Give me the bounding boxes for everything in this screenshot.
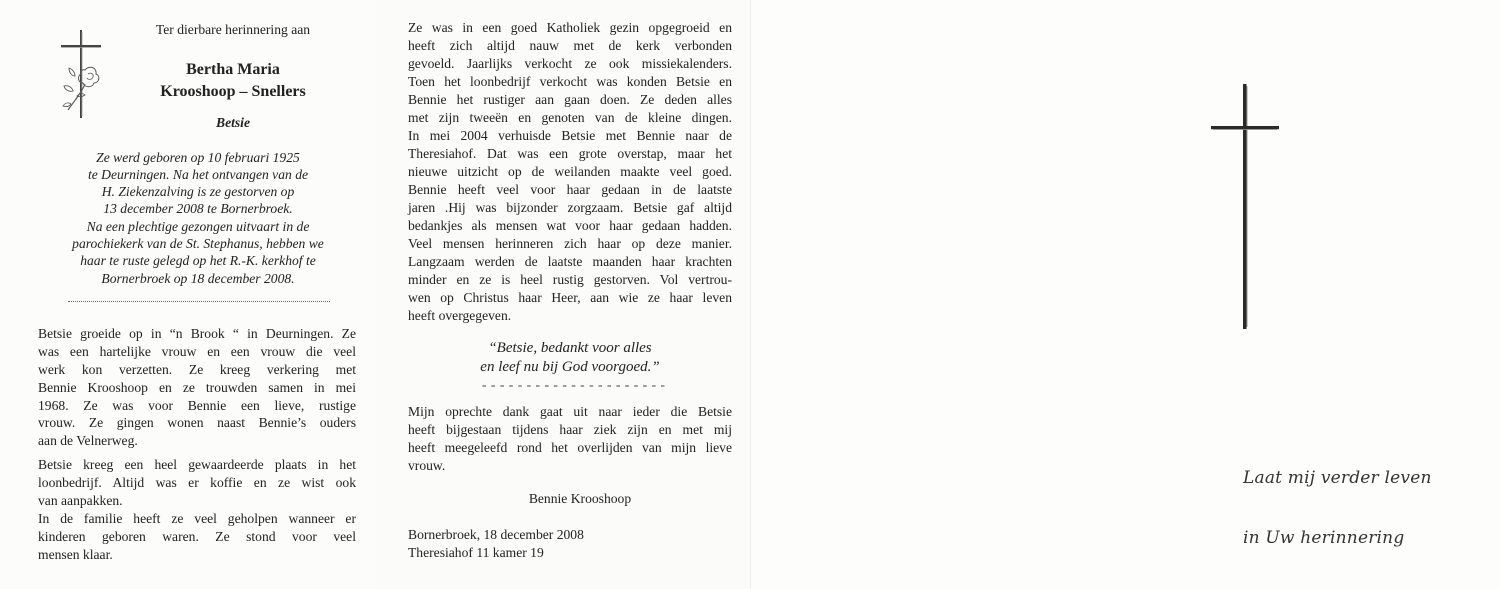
farewell-quote-line: “Betsie, bedankt voor alles <box>488 340 652 356</box>
body-line: mensen klaar. <box>38 547 113 562</box>
body-line: jaren .Hij was bijzonder zorgzaam. Betsie gaf altijd <box>408 200 732 215</box>
latin-cross-icon <box>1209 82 1281 332</box>
deceased-surname: Krooshoop – Snellers <box>160 83 306 100</box>
body-line: Betsie groeide op in “n Brook “ in Deurningen. Ze <box>38 326 356 341</box>
body-line: Theresiahof. Dat was een grote overstap, maar het <box>408 146 732 161</box>
life-summary-line: 13 december 2008 te Bornerbroek. <box>103 201 293 216</box>
life-summary-line: te Deurningen. Na het ontvangen van de <box>87 167 309 182</box>
body-line: Bennie heeft veel voor haar gedaan in de laatste <box>408 182 732 197</box>
body-line: vrouw. Ze gingen wonen naast Bennie’s ouders <box>38 415 356 430</box>
body-line: bedankjes als mensen wat voor haar gedaan hadden. <box>408 218 732 233</box>
body-line: In de familie heeft ze veel geholpen wanneer er <box>38 511 356 526</box>
body-line: gevoeld. Jaarlijks verkocht ze ook missiekalenders. <box>408 56 732 71</box>
body-line: Veel mensen herinneren zich haar op deze manier. <box>408 236 732 251</box>
thanks-line: heeft bijgestaan tijdens haar ziek zijn en met mij <box>408 422 732 437</box>
body-line: Toen het loonbedrijf verkocht was konden Betsie en <box>408 74 732 89</box>
card-panel-left <box>0 0 375 589</box>
body-line: loonbedrijf. Altijd was er koffie en ze wist ook <box>38 475 356 490</box>
body-line: heeft zich altijd nauw met de kerk verbonden <box>408 38 732 53</box>
body-line: aan de Velnerweg. <box>38 433 138 448</box>
body-line: Bennie het rustiger aan gaan doen. Ze deden alles <box>408 92 732 107</box>
body-line: minder en ze is heel rustig gestorven. Vol vertrou- <box>408 272 732 287</box>
thanks-line: heeft meegeleefd rond het overlijden van mijn lieve <box>408 440 732 455</box>
body-line: In mei 2004 verhuisde Betsie met Bennie naar de <box>408 128 732 143</box>
body-line: Langzaam werden de laatste maanden haar krachten <box>408 254 732 269</box>
verse-line: in Uw herinnering <box>1243 528 1405 548</box>
life-summary-line: parochiekerk van de St. Stephanus, hebben we <box>72 236 324 251</box>
card-panel-right <box>750 0 1500 589</box>
body-line: Bennie Krooshoop en ze trouwden samen in mei <box>38 380 356 395</box>
intro-line: Ter dierbare herinnering aan <box>155 22 311 37</box>
farewell-quote-line: en leef nu bij God voorgoed.” <box>480 359 660 375</box>
dotted-divider <box>68 301 330 302</box>
body-line: heeft overgegeven. <box>408 308 512 323</box>
body-line: was een hartelijke vrouw en een vrouw die veel <box>38 344 356 359</box>
address: Theresiahof 11 kamer 19 <box>408 545 544 560</box>
body-line: wen op Christus haar Heer, aan wie ze haar leven <box>408 290 732 305</box>
verse-line: Laat mij verder leven <box>1243 468 1432 488</box>
cross-with-rose-icon <box>55 28 110 120</box>
thanks-line: vrouw. <box>408 458 446 473</box>
life-summary-line: Bornerbroek op 18 december 2008. <box>101 271 295 286</box>
body-line: kinderen geboren waren. Ze stond voor veel <box>38 529 356 544</box>
body-line: met zijn tweeën en genoten van de kleine dingen. <box>408 110 732 125</box>
body-line: nieuwe uitzicht op de weilanden maakte veel goed. <box>408 164 732 179</box>
card-panel-middle <box>375 0 750 589</box>
body-line: van aanpakken. <box>38 493 123 508</box>
thanks-line: Mijn oprechte dank gaat uit naar ieder die Betsie <box>408 404 732 419</box>
body-line: Ze was in een goed Katholiek gezin opgegroeid en <box>408 20 732 35</box>
life-summary-line: Ze werd geboren op 10 februari 1925 <box>96 150 300 165</box>
life-summary-line: haar te ruste gelegd op het R.-K. kerkhof te <box>80 253 316 268</box>
life-summary-line: Na een plechtige gezongen uitvaart in de <box>86 219 310 234</box>
body-line: werk kon verzetten. Ze kreeg verkering met <box>38 362 356 377</box>
nickname: Betsie <box>216 115 250 130</box>
place-date: Bornerbroek, 18 december 2008 <box>408 527 584 542</box>
deceased-first-names: Bertha Maria <box>186 61 280 78</box>
life-summary-line: H. Ziekenzalving is ze gestorven op <box>101 184 295 199</box>
signature: Bennie Krooshoop <box>528 491 632 506</box>
body-line: 1968. Ze was voor Bennie een lieve, rustige <box>38 398 356 413</box>
body-line: Betsie kreeg een heel gewaardeerde plaats in het <box>38 457 356 472</box>
dashed-divider: - - - - - - - - - - - - - - - - - - - - - <box>482 377 666 392</box>
